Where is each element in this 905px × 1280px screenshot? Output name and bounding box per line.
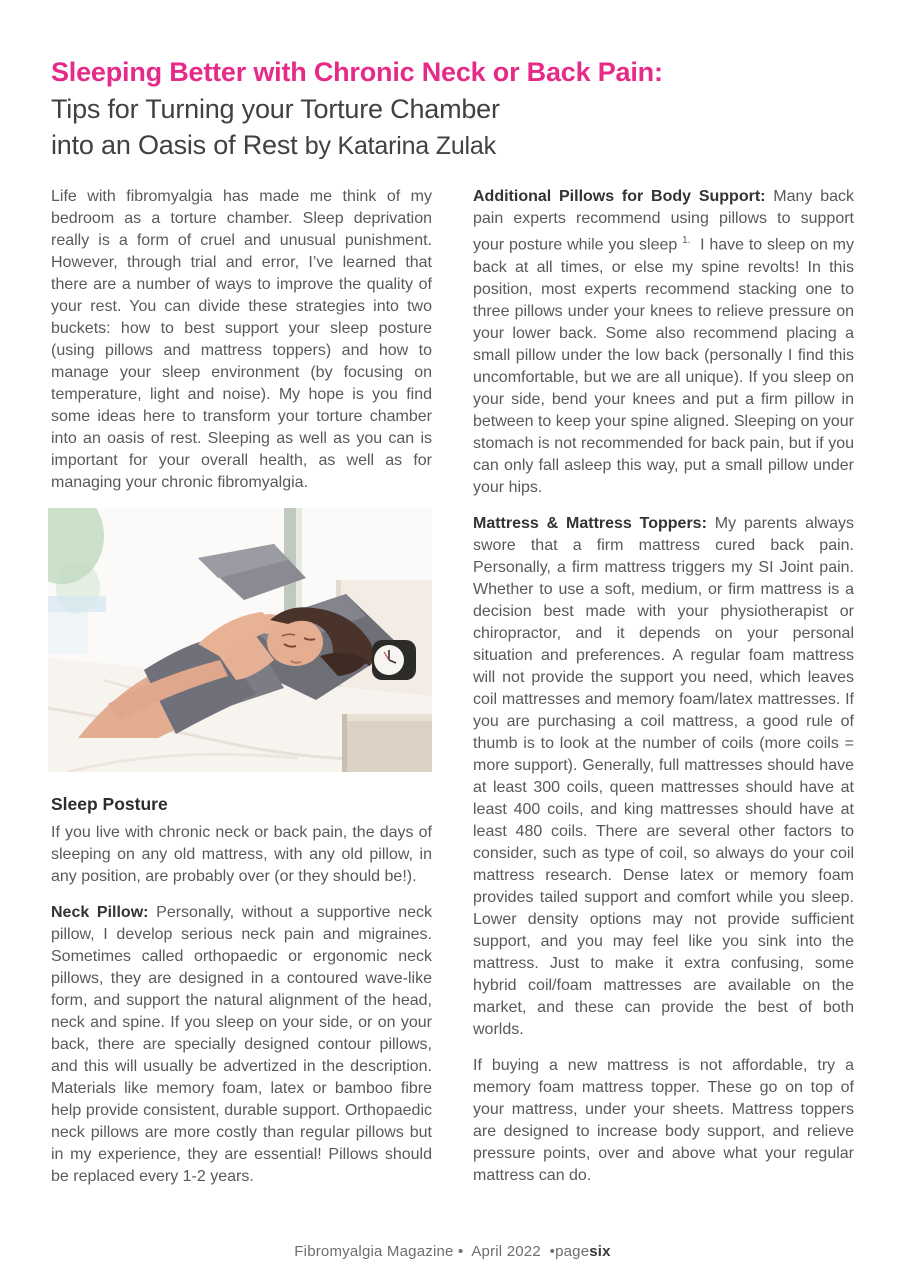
alarm-clock	[372, 640, 416, 680]
page-number: six	[589, 1243, 611, 1260]
section-heading-sleep-posture: Sleep Posture	[51, 794, 168, 815]
additional-pillows-paragraph: Additional Pillows for Body Support: Many back pain experts recommend using pillows to support your posture while you sleep $^{1.}$ I have to sleep on my back at all times, or else my spine revolts! In this position, most experts recommend stacking one to three pillows under your knees to relieve pressure on your lower back. Some also recommend placing a small pillow under the low back (personally I find this uncomfortable, but we are all unique). If you sleep on your side, bend your knees and put a firm pillow in between to keep your spine aligned. Sleeping on your stomach is not recommended for back pain, but if you can only fall asleep this way, put a small pillow under your hips.	[473, 188, 855, 496]
left-column	[51, 186, 432, 1202]
subtitle-line-2: into an Oasis of Rest by Katarina Zulak	[51, 130, 496, 161]
toppers-paragraph: If buying a new mattress is not affordable, try a memory foam mattress topper. These go on top of your mattress, under your sheets. Mattress toppers are designed to increase body support, and relieve pressure points, over and above what your regular mattress can do.	[473, 1056, 854, 1184]
right-column	[473, 186, 854, 1202]
sleep-posture-paragraph: If you live with chronic neck or back pain, the days of sleeping on any old mattress, with any old pillow, in any position, are probably over (or they should be!).	[51, 824, 432, 886]
page-footer	[0, 1243, 905, 1260]
magazine-name: Fibromyalgia Magazine	[294, 1243, 454, 1260]
subtitle-line-1: Tips for Turning your Torture Chamber	[51, 94, 500, 125]
footnote-reference: 1.	[682, 235, 691, 247]
neck-pillow-paragraph: Neck Pillow: Personally, without a supportive neck pillow, I develop serious neck pain and migraines. Sometimes called orthopaedic or ergonomic neck pillows, they are designed in a contoured wave-like form, and support the natural alignment of the head, neck and spine. If you sleep on your side, or on your back, there are specially designed contour pillows, and this will usually be advertized in the description. Materials like memory foam, latex or bamboo fibre help provide consistent, durable support. Orthopaedic neck pillows are more costly than regular pillows but in my experience, they are essential! Pillows should be replaced every 1-2 years.	[51, 904, 433, 1186]
mattress-paragraph: Mattress & Mattress Toppers: My parents always swore that a firm mattress cured back pain. Personally, a firm mattress triggers my SI Joint pain. Whether to use a soft, medium, or firm mattress is a decision best made with your physiotherapist or chiropractor, and it depends on your personal situation and preferences. A regular foam mattress will not provide the support you need, which leaves coil mattresses and memory foam/latex mattresses. If you are purchasing a coil mattress, a good rule of thumb is to look at the number of coils (more coils = more support). Generally, full mattresses should have at least 300 coils, queen mattresses should have at least 400 coils, and king mattresses should have at least 480 coils. There are several other factors to consider, such as type of coil, so always do your coil mattress research. Dense latex or memory foam provides tailed support and comfort while you sleep. Lower density options may not provide sufficient support, and you may feel like you sink into the mattress. Just to make it extra confusing, some hybrid coil/foam mattresses are available on the market, and these can provide the best of both worlds.	[473, 514, 854, 1038]
article-subtitle	[51, 92, 855, 164]
footer-bullet: •	[457, 1243, 464, 1260]
article-header	[51, 56, 855, 164]
face	[267, 618, 323, 666]
neck-pillow-lead: Neck Pillow:	[51, 904, 149, 922]
woman-neck-pain-photo	[48, 508, 432, 772]
footer-bullet: •	[549, 1243, 556, 1260]
intro-paragraph: Life with fibromyalgia has made me think of my bedroom as a torture chamber. Sleep deprivation really is a form of cruel and unusual punishment. However, through trial and error, I’ve learned that there are a number of ways to improve the quality of your rest. You can divide these strategies into two buckets: how to best support your sleep posture (using pillows and mattress toppers) and how to manage your sleep environment (by focusing on temperature, light and noise). My hope is you find some ideas here to transform your torture chamber into an oasis of rest. Sleeping as well as you can is important for your overall health, as well as for managing your chronic fibromyalgia.	[51, 188, 432, 492]
page-label: page	[555, 1243, 590, 1260]
bedroom-illustration	[48, 508, 432, 772]
author-byline: by Katarina Zulak	[304, 132, 496, 161]
window-light	[48, 596, 106, 612]
additional-pillows-lead: Additional Pillows for Body Support:	[473, 188, 766, 206]
mattress-lead: Mattress & Mattress Toppers:	[473, 514, 707, 532]
page-title: Sleeping Better with Chronic Neck or Back Pain:	[51, 57, 663, 87]
article-columns	[51, 186, 855, 1202]
nightstand	[342, 714, 432, 772]
issue-date: April 2022	[471, 1243, 541, 1260]
